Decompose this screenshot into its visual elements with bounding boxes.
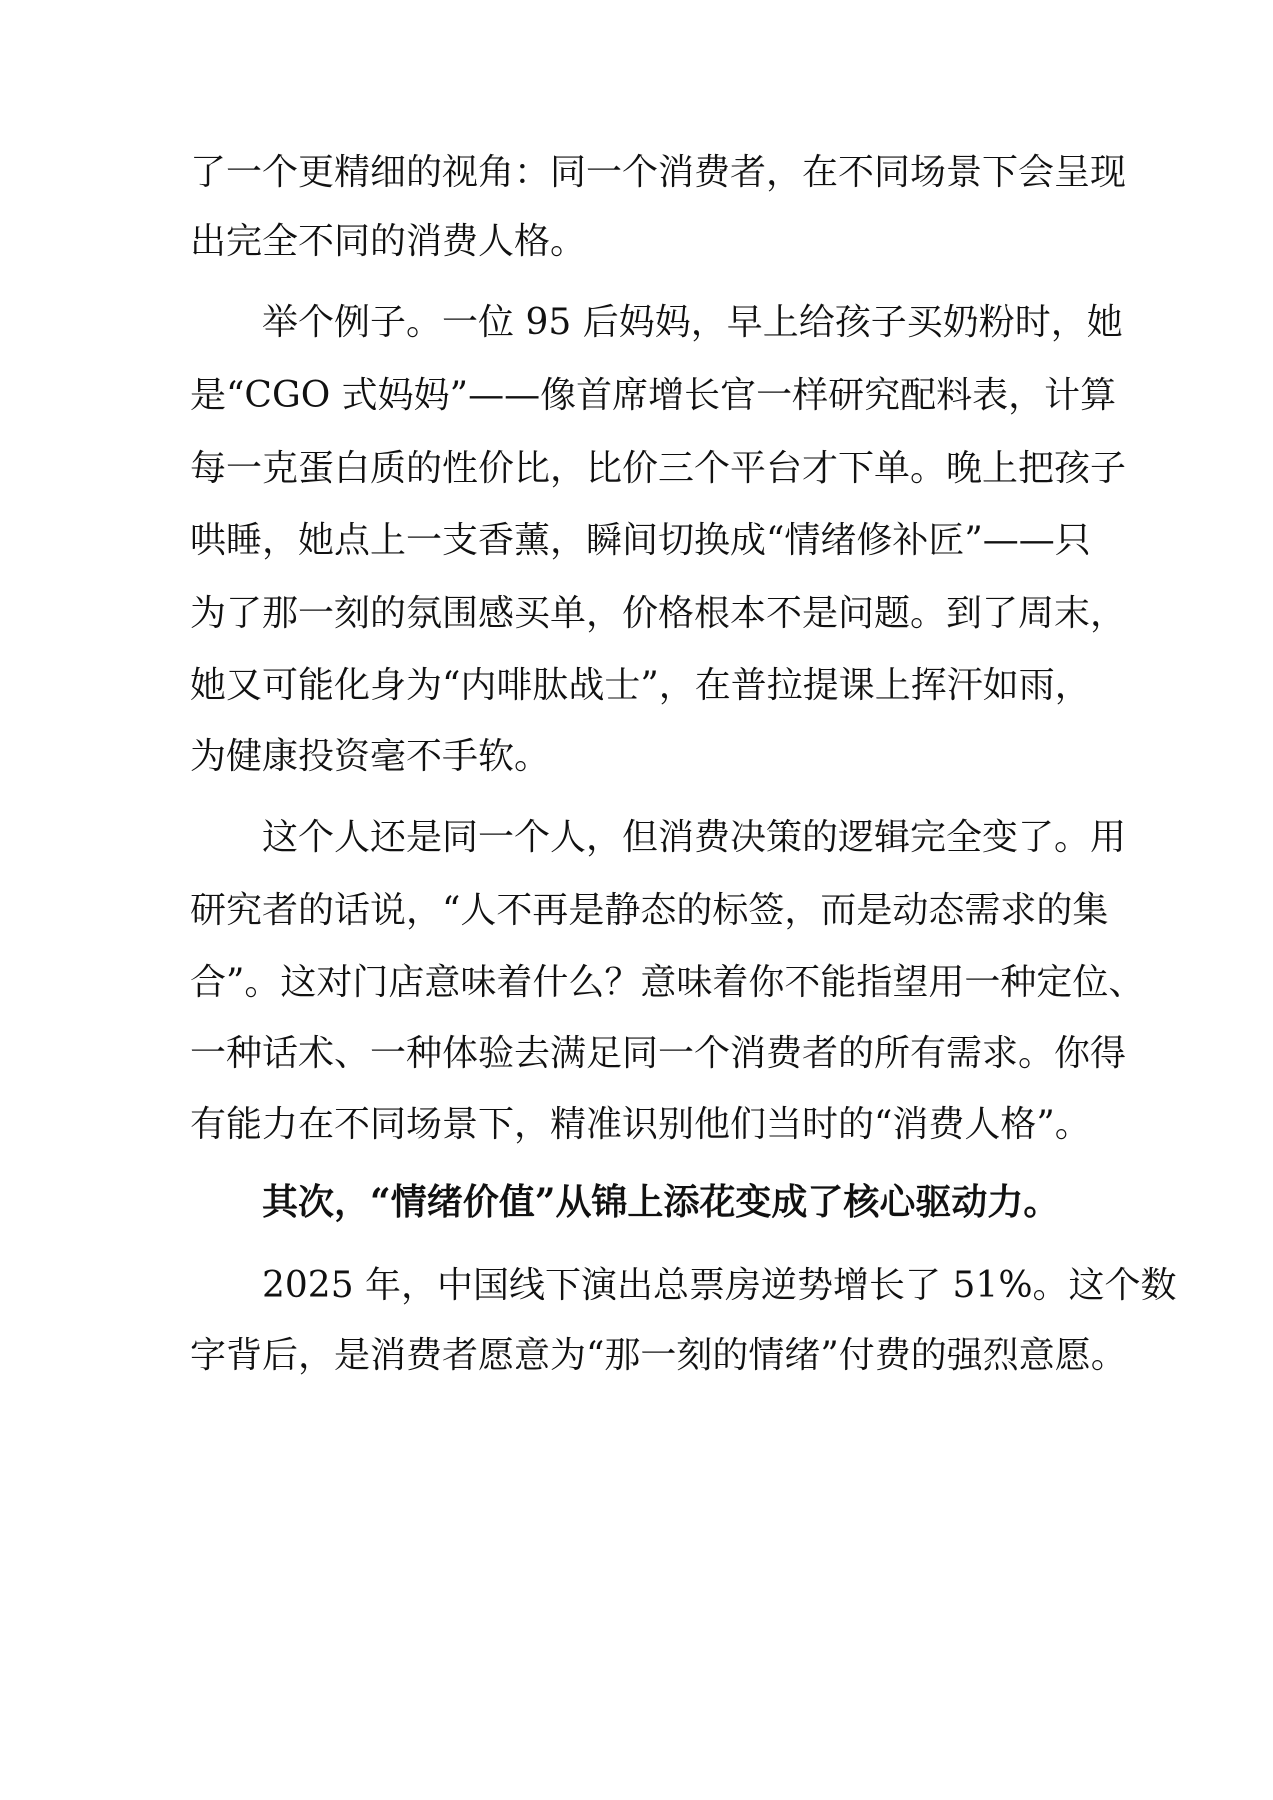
paragraph-line: 是“CGO 式妈妈”——像首席增长官一样研究配料表，计算 <box>190 375 1117 416</box>
paragraph-line: 一种话术、一种体验去满足同一个消费者的所有需求。你得 <box>190 1033 1127 1074</box>
paragraph-line: 有能力在不同场景下，精准识别他们当时的“消费人格”。 <box>190 1104 1091 1145</box>
paragraph-line: 研究者的话说，“人不再是静态的标签，而是动态需求的集 <box>190 890 1109 931</box>
paragraph-line: 举个例子。一位 95 后妈妈，早上给孩子买奶粉时，她 <box>262 302 1123 343</box>
paragraph-line: 出完全不同的消费人格。 <box>190 221 587 262</box>
paragraph-line: 为健康投资毫不手软。 <box>190 736 551 777</box>
section-heading: 其次，“情绪价值”从锦上添花变成了核心驱动力。 <box>262 1181 1060 1223</box>
paragraph-line: 每一克蛋白质的性价比，比价三个平台才下单。晚上把孩子 <box>190 448 1127 489</box>
paragraph-line: 她又可能化身为“内啡肽战士”，在普拉提课上挥汗如雨， <box>190 665 1091 706</box>
paragraph-line: 字背后，是消费者愿意为“那一刻的情绪”付费的强烈意愿。 <box>190 1335 1127 1376</box>
paragraph-line: 这个人还是同一个人，但消费决策的逻辑完全变了。用 <box>262 817 1127 858</box>
paragraph-line: 2025 年，中国线下演出总票房逆势增长了 51%。这个数 <box>262 1265 1177 1306</box>
paragraph-line: 合”。这对门店意味着什么？意味着你不能指望用一种定位、 <box>190 962 1145 1003</box>
paragraph-line: 哄睡，她点上一支香薰，瞬间切换成“情绪修补匠”——只 <box>190 520 1091 561</box>
paragraph-line: 为了那一刻的氛围感买单，价格根本不是问题。到了周末， <box>190 593 1127 634</box>
paragraph-line: 了一个更精细的视角：同一个消费者，在不同场景下会呈现 <box>190 152 1127 193</box>
